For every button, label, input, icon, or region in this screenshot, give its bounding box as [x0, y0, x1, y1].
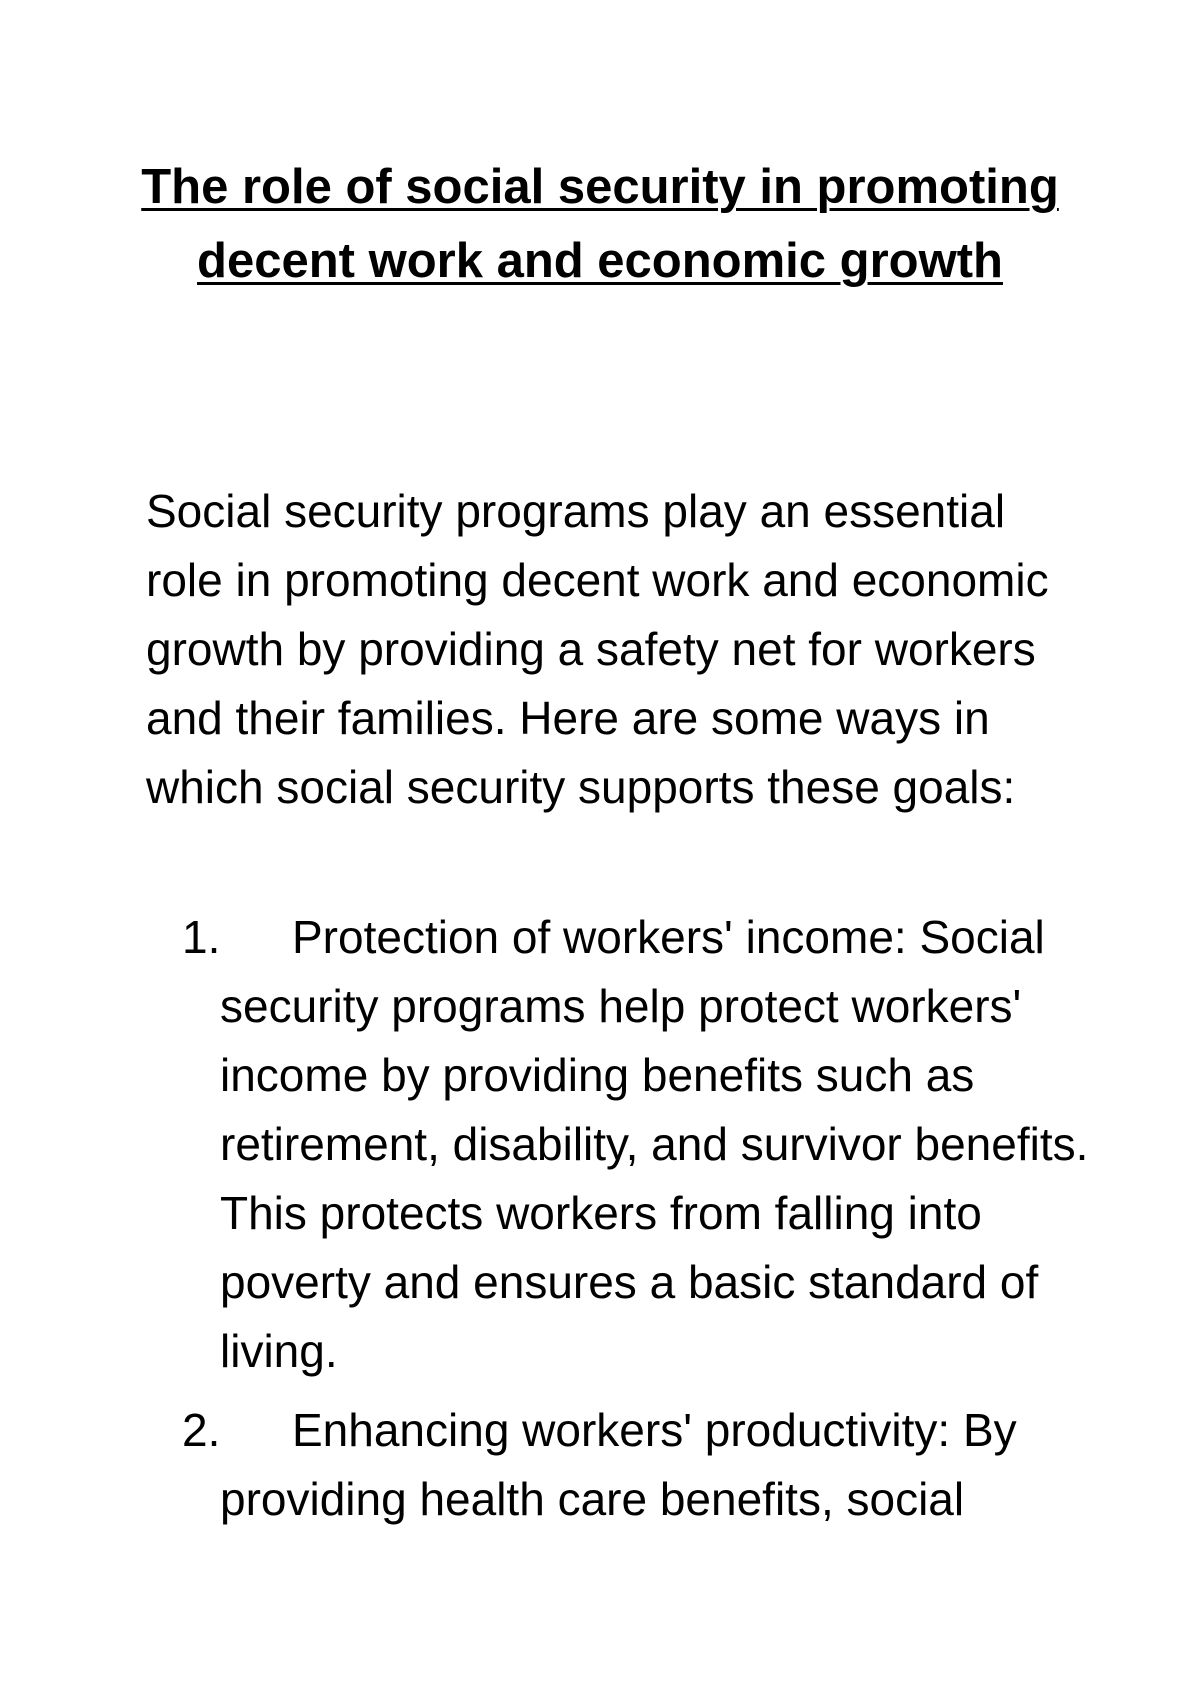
list-item-text: Protection of workers' income: Social security programs help protect workers' income by providing benefits such as retirement, disability, and survivor benefits. This protects workers from falling into poverty and ensures a basic standard of living.	[220, 911, 1089, 1377]
intro-paragraph: Social security programs play an essential role in promoting decent work and economic growth by providing a safety net for workers and their families. Here are some ways in which social security supports these goals:	[146, 485, 1049, 813]
list-item	[182, 1396, 1092, 1534]
list-item-text: Enhancing workers' productivity: By providing health care benefits, social	[220, 1404, 1017, 1525]
list-item-number: 1.	[182, 911, 221, 963]
benefits-list	[182, 903, 1092, 1544]
document-title: The role of social security in promoting decent work and economic growth	[141, 160, 1059, 288]
list-item	[182, 903, 1092, 1386]
list-item-number: 2.	[182, 1404, 221, 1456]
